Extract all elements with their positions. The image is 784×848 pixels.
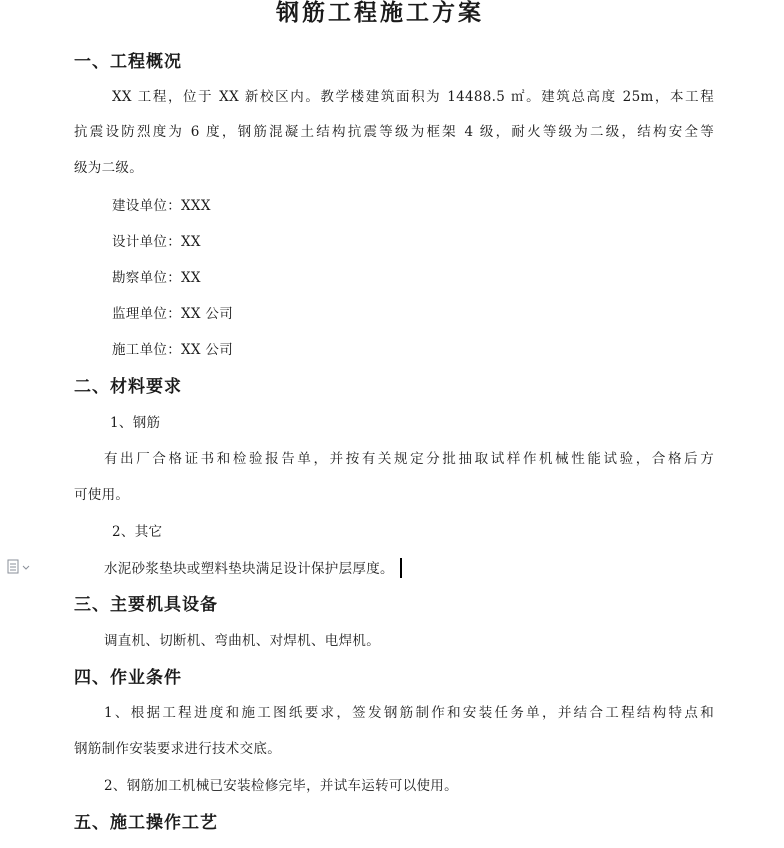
unit-design: 设计单位：XX <box>112 234 201 250</box>
unit-supervision: 监理单位：XX 公司 <box>112 306 234 322</box>
section-heading-overview: 一、工程概况 <box>74 52 182 72</box>
materials-other-text <box>104 558 402 579</box>
unit-construction: 建设单位：XXX <box>112 198 211 214</box>
overview-paragraph-line3: 级为二级。 <box>74 160 143 176</box>
text-cursor <box>400 558 402 578</box>
conditions-item1-line2: 钢筋制作安装要求进行技术交底。 <box>74 741 281 757</box>
materials-rebar-text-line1: 有出厂合格证书和检验报告单，并按有关规定分批抽取试样作机械性能试验，合格后方 <box>104 451 714 467</box>
materials-other-text-content: 水泥砂浆垫块或塑料垫块满足设计保护层厚度。 <box>104 561 394 577</box>
materials-item-rebar: 1、钢筋 <box>110 415 161 431</box>
paragraph-options-icon[interactable] <box>7 559 33 575</box>
section-heading-equipment: 三、主要机具设备 <box>74 595 218 615</box>
section-heading-conditions: 四、作业条件 <box>74 668 182 688</box>
materials-item-other: 2、其它 <box>112 524 163 540</box>
section-heading-process: 五、施工操作工艺 <box>74 813 218 833</box>
overview-paragraph-line1: XX 工程，位于 XX 新校区内。教学楼建筑面积为 14488.5 ㎡。建筑总高度 25m，本工程 <box>112 89 714 105</box>
unit-survey: 勘察单位：XX <box>112 270 201 286</box>
section-heading-materials: 二、材料要求 <box>74 377 182 397</box>
conditions-item2: 2、钢筋加工机械已安装检修完毕，并试车运转可以使用。 <box>104 778 458 794</box>
overview-paragraph-line2: 抗震设防烈度为 6 度，钢筋混凝土结构抗震等级为框架 4 级，耐火等级为二级，结构安全等 <box>74 124 714 140</box>
materials-rebar-text-line2: 可使用。 <box>74 487 130 503</box>
equipment-text: 调直机、切断机、弯曲机、对焊机、电焊机。 <box>104 633 380 649</box>
unit-contractor: 施工单位：XX 公司 <box>112 342 234 358</box>
conditions-item1-line1: 1、根据工程进度和施工图纸要求，签发钢筋制作和安装任务单，并结合工程结构特点和 <box>104 705 714 721</box>
document-title: 钢筋工程施工方案 <box>276 0 484 26</box>
